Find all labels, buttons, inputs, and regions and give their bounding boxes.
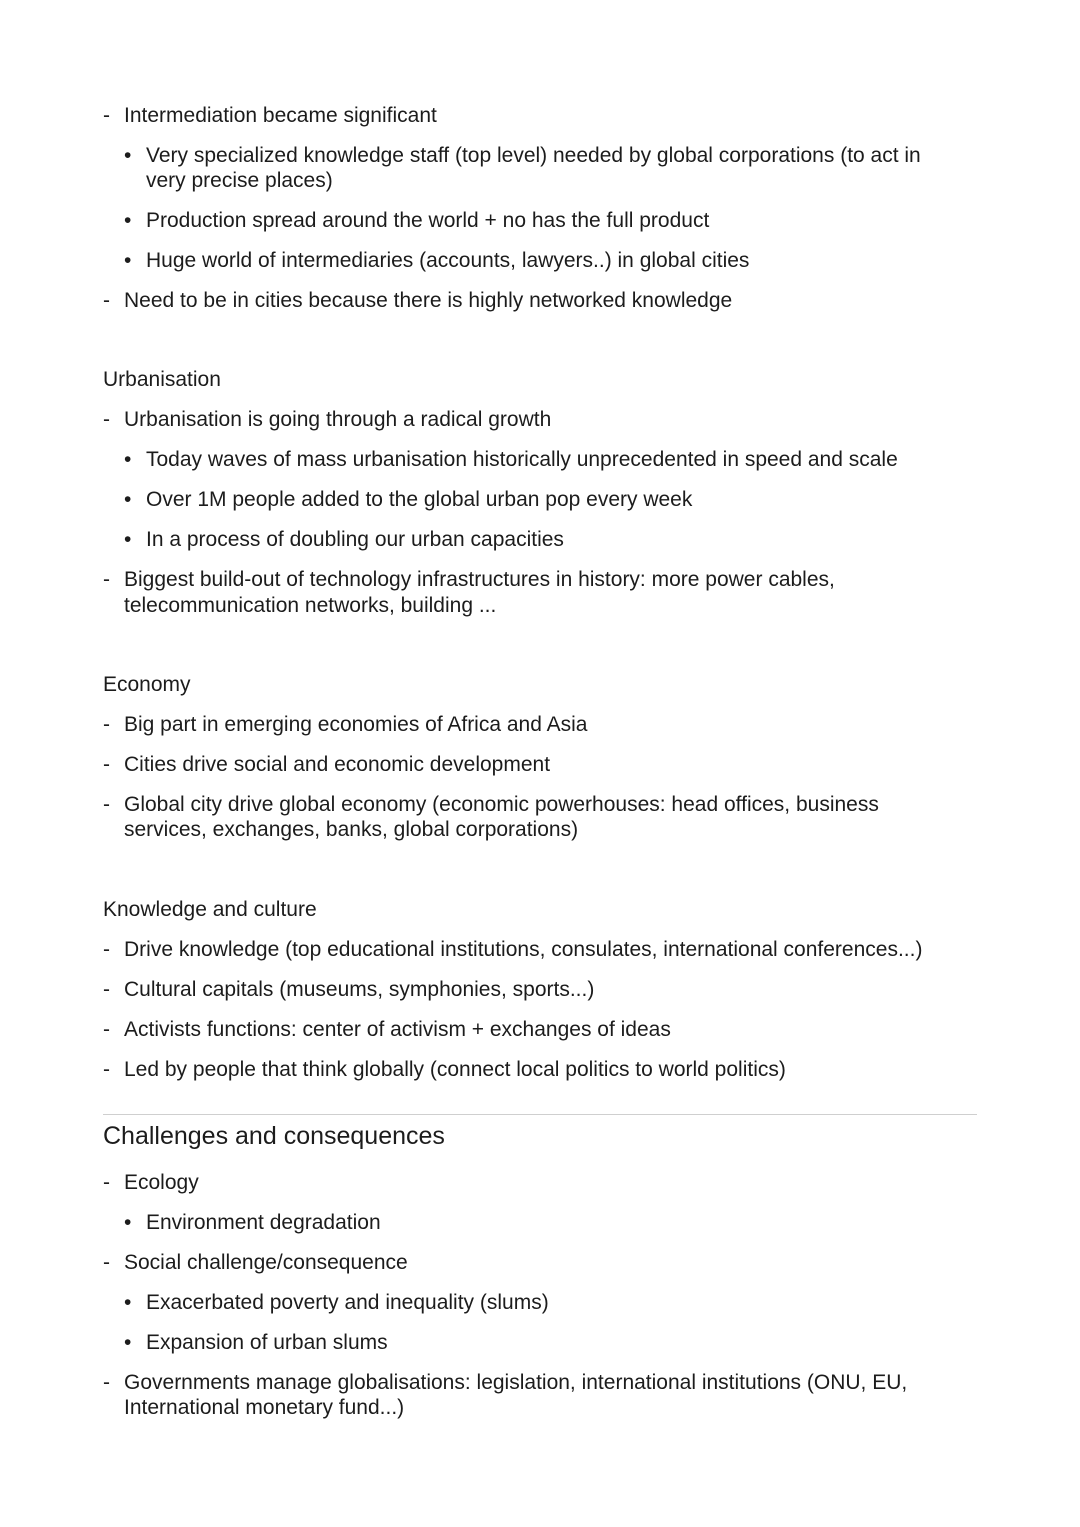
list-item: Huge world of intermediaries (accounts, lawyers..) in global cities — [146, 249, 750, 272]
list-item: Today waves of mass urbanisation historically unprecedented in speed and scale — [146, 448, 898, 471]
dash-marker: - — [103, 568, 110, 591]
list-item: Intermediation became significant — [124, 104, 437, 127]
list-item: Cultural capitals (museums, symphonies, sports...) — [124, 978, 595, 1001]
list-item-continuation: International monetary fund...) — [124, 1396, 405, 1419]
list-item: Biggest build-out of technology infrastructures in history: more power cables, — [124, 568, 835, 591]
section-heading-knowledge: Knowledge and culture — [103, 898, 317, 921]
list-item: Need to be in cities because there is highly networked knowledge — [124, 289, 733, 312]
list-item: Activists functions: center of activism + exchanges of ideas — [124, 1018, 671, 1041]
list-item: Exacerbated poverty and inequality (slums) — [146, 1291, 549, 1314]
section-heading-economy: Economy — [103, 673, 191, 696]
section-heading-urbanisation: Urbanisation — [103, 368, 221, 391]
dash-marker: - — [103, 793, 110, 816]
dash-marker: - — [103, 713, 110, 736]
list-item-continuation: services, exchanges, banks, global corporations) — [124, 818, 579, 841]
dash-marker: - — [103, 289, 110, 312]
bullet-marker: • — [124, 249, 132, 272]
list-item: Very specialized knowledge staff (top level) needed by global corporations (to act in — [146, 144, 921, 167]
dash-marker: - — [103, 1171, 110, 1194]
list-item: Big part in emerging economies of Africa and Asia — [124, 713, 588, 736]
bullet-marker: • — [124, 1331, 132, 1354]
bullet-marker: • — [124, 528, 132, 551]
list-item: Production spread around the world + no has the full product — [146, 209, 710, 232]
list-item: Led by people that think globally (connect local politics to world politics) — [124, 1058, 786, 1081]
list-item-continuation: telecommunication networks, building ... — [124, 594, 497, 617]
list-item: Governments manage globalisations: legislation, international institutions (ONU, EU, — [124, 1371, 908, 1394]
dash-marker: - — [103, 1371, 110, 1394]
dash-marker: - — [103, 938, 110, 961]
section-divider — [103, 1114, 977, 1115]
dash-marker: - — [103, 104, 110, 127]
dash-marker: - — [103, 408, 110, 431]
list-item: Over 1M people added to the global urban pop every week — [146, 488, 693, 511]
list-item: Environment degradation — [146, 1211, 381, 1234]
list-item: Global city drive global economy (economic powerhouses: head offices, business — [124, 793, 879, 816]
bullet-marker: • — [124, 488, 132, 511]
list-item: Urbanisation is going through a radical growth — [124, 408, 552, 431]
bullet-marker: • — [124, 1211, 132, 1234]
dash-marker: - — [103, 1058, 110, 1081]
list-item: Drive knowledge (top educational institutions, consulates, international conferences...) — [124, 938, 923, 961]
list-item: Ecology — [124, 1171, 199, 1194]
bullet-marker: • — [124, 1291, 132, 1314]
section-heading-challenges: Challenges and consequences — [103, 1122, 445, 1150]
dash-marker: - — [103, 1018, 110, 1041]
dash-marker: - — [103, 978, 110, 1001]
bullet-marker: • — [124, 144, 132, 167]
dash-marker: - — [103, 753, 110, 776]
list-item: Expansion of urban slums — [146, 1331, 388, 1354]
bullet-marker: • — [124, 209, 132, 232]
list-item-continuation: very precise places) — [146, 169, 333, 192]
dash-marker: - — [103, 1251, 110, 1274]
list-item: Cities drive social and economic development — [124, 753, 551, 776]
list-item: Social challenge/consequence — [124, 1251, 408, 1274]
bullet-marker: • — [124, 448, 132, 471]
list-item: In a process of doubling our urban capacities — [146, 528, 564, 551]
